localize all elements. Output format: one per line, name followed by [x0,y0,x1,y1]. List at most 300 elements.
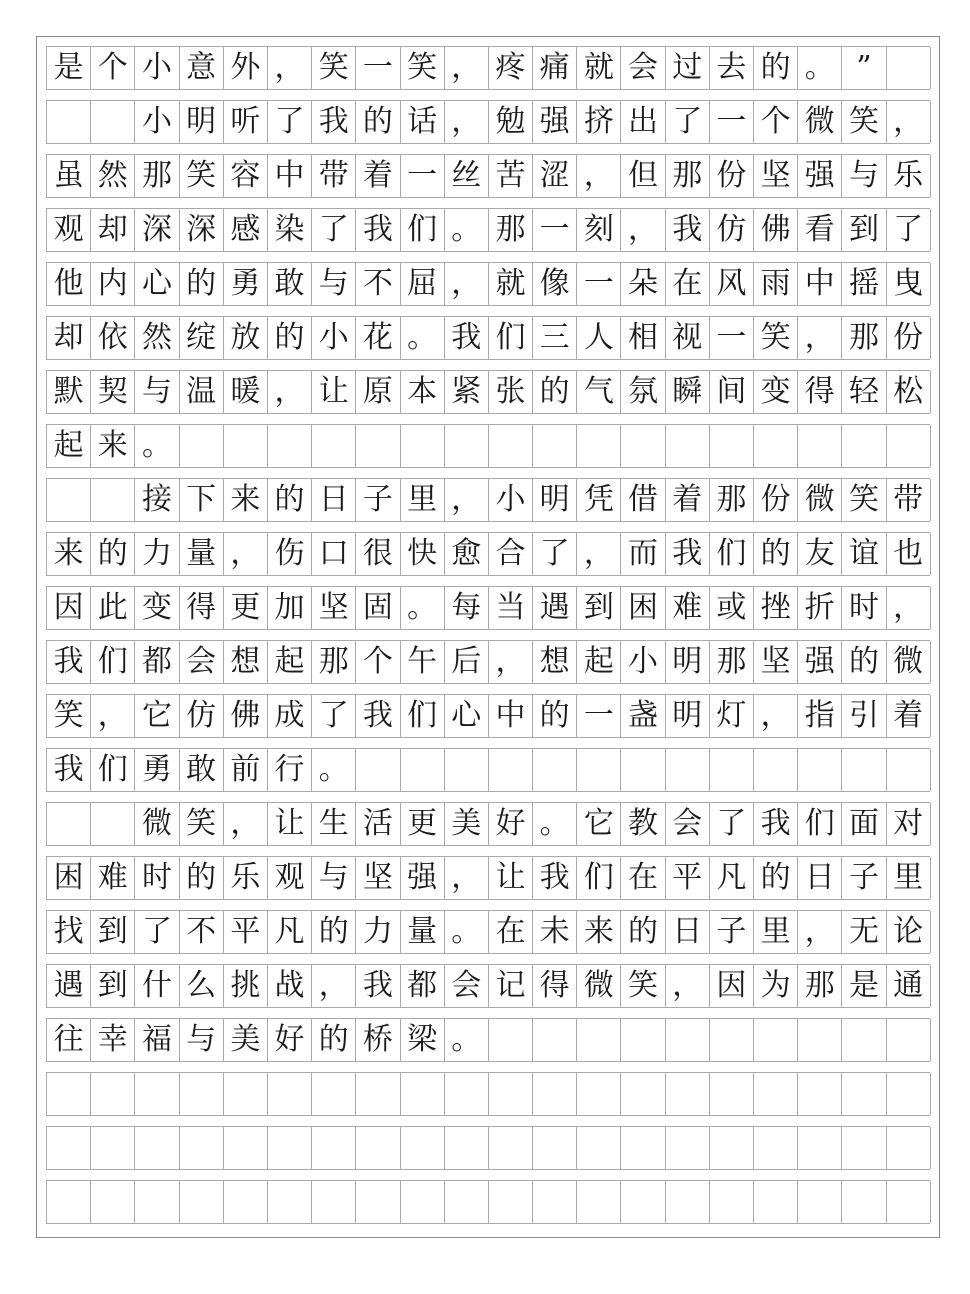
grid-cell: ， [445,857,489,899]
grid-cell: 。 [798,47,842,89]
grid-cell [445,1073,489,1115]
grid-cell: ， [445,101,489,143]
grid-cell: 来 [577,911,621,953]
grid-cell [710,749,754,791]
grid-cell [577,1073,621,1115]
grid-cell: 都 [401,965,445,1007]
grid-cell: 到 [577,587,621,629]
grid-cell: 未 [533,911,577,953]
grid-cell: 了 [666,101,710,143]
grid-cell [533,1127,577,1169]
grid-cell: 的 [180,263,224,305]
grid-cell: 后 [445,641,489,683]
grid-cell: 一 [577,695,621,737]
grid-cell: 到 [91,965,135,1007]
grid-cell: 了 [710,803,754,845]
grid-cell: 与 [312,857,356,899]
grid-cell: 的 [268,479,312,521]
grid-cell: 勇 [224,263,268,305]
grid-row [46,46,930,90]
grid-cell: 明 [533,479,577,521]
grid-cell [91,479,135,521]
grid-cell: 雨 [754,263,798,305]
grid-cell: 坚 [312,587,356,629]
grid-cell: 了 [312,695,356,737]
grid-cell: 们 [91,749,135,791]
grid-cell: 在 [666,263,710,305]
grid-cell: 挤 [577,101,621,143]
grid-cell [798,1073,842,1115]
grid-cell: ， [577,533,621,575]
grid-cell: 小 [135,47,179,89]
grid-cell: 染 [268,209,312,251]
grid-cell: 与 [180,1019,224,1061]
grid-cell [710,1073,754,1115]
grid-cell: 它 [577,803,621,845]
grid-cell [489,1181,533,1223]
grid-cell: 三 [533,317,577,359]
grid-cell [621,1073,665,1115]
grid-cell: 绽 [180,317,224,359]
grid-cell: 一 [710,317,754,359]
grid-cell: 意 [180,47,224,89]
grid-cell [91,1073,135,1115]
grid-cell: 个 [754,101,798,143]
grid-cell: 们 [489,317,533,359]
grid-cell: 也 [887,533,931,575]
grid-cell: 起 [268,641,312,683]
grid-cell: 我 [445,317,489,359]
grid-cell: 那 [710,641,754,683]
grid-cell: 为 [754,965,798,1007]
grid-cell: 的 [621,911,665,953]
grid-cell: 变 [135,587,179,629]
grid-cell: 力 [356,911,400,953]
grid-cell: 。 [445,1019,489,1061]
grid-cell: 过 [666,47,710,89]
grid-cell: ， [887,587,931,629]
grid-cell: 笑 [842,479,886,521]
grid-cell: 里 [887,857,931,899]
grid-cell: 暖 [224,371,268,413]
grid-cell: 敢 [180,749,224,791]
grid-cell: 微 [887,641,931,683]
grid-cell: 的 [754,47,798,89]
grid-cell: 合 [489,533,533,575]
grid-cell [666,749,710,791]
grid-cell: 的 [268,317,312,359]
grid-cell [268,425,312,467]
grid-cell [754,1019,798,1061]
grid-cell [445,749,489,791]
grid-cell: 来 [91,425,135,467]
grid-cell: 轻 [842,371,886,413]
grid-cell [401,425,445,467]
grid-cell: 痛 [533,47,577,89]
grid-cell: 曳 [887,263,931,305]
grid-cell [798,425,842,467]
grid-cell: 话 [401,101,445,143]
grid-cell: 教 [621,803,665,845]
grid-cell: 面 [842,803,886,845]
grid-cell [754,1127,798,1169]
grid-cell: 疼 [489,47,533,89]
grid-cell: 梁 [401,1019,445,1061]
grid-cell: 量 [401,911,445,953]
grid-cell [91,803,135,845]
grid-cell: 午 [401,641,445,683]
grid-row [46,478,930,522]
grid-cell [666,1073,710,1115]
grid-cell: 。 [445,911,489,953]
grid-cell: 带 [312,155,356,197]
grid-cell: 强 [533,101,577,143]
grid-cell [666,1181,710,1223]
grid-cell [887,1181,931,1223]
grid-cell [754,425,798,467]
grid-cell: 的 [754,533,798,575]
grid-cell: 的 [180,857,224,899]
grid-cell: 平 [224,911,268,953]
grid-cell: 来 [47,533,91,575]
grid-row [46,694,930,738]
grid-cell: 下 [180,479,224,521]
grid-cell: 凭 [577,479,621,521]
grid-cell: 小 [312,317,356,359]
grid-cell: 起 [47,425,91,467]
grid-cell [533,425,577,467]
grid-cell: 此 [91,587,135,629]
grid-cell: 他 [47,263,91,305]
grid-cell [887,425,931,467]
grid-cell: 会 [666,803,710,845]
grid-cell: ， [489,641,533,683]
grid-cell [842,425,886,467]
grid-cell: 却 [91,209,135,251]
grid-cell [577,1181,621,1223]
grid-cell [577,425,621,467]
grid-cell: 虽 [47,155,91,197]
grid-row [46,316,930,360]
grid-cell: 敢 [268,263,312,305]
grid-cell: 折 [798,587,842,629]
grid-cell: 日 [798,857,842,899]
grid-cell: ， [224,803,268,845]
grid-cell: 原 [356,371,400,413]
grid-cell: ， [445,263,489,305]
grid-row [46,748,930,792]
grid-cell: 去 [710,47,754,89]
grid-cell: 那 [135,155,179,197]
grid-cell [47,803,91,845]
grid-cell: 心 [135,263,179,305]
grid-paper [46,46,930,1234]
grid-cell: 涩 [533,155,577,197]
grid-cell: 指 [798,695,842,737]
grid-cell [356,1127,400,1169]
grid-cell [268,1073,312,1115]
grid-cell: 摇 [842,263,886,305]
grid-cell: ， [798,317,842,359]
grid-cell [621,1181,665,1223]
grid-cell: 美 [445,803,489,845]
grid-cell: 坚 [754,641,798,683]
grid-cell: 着 [666,479,710,521]
grid-cell: 成 [268,695,312,737]
grid-cell: 。 [401,317,445,359]
grid-cell: 们 [577,857,621,899]
grid-cell: 们 [798,803,842,845]
grid-cell: 明 [180,101,224,143]
grid-cell: 一 [577,263,621,305]
grid-cell: 着 [887,695,931,737]
grid-cell: 会 [621,47,665,89]
grid-cell: 子 [710,911,754,953]
grid-cell [180,1181,224,1223]
grid-cell: 的 [842,641,886,683]
grid-cell: 中 [798,263,842,305]
grid-cell: 口 [312,533,356,575]
grid-cell: 花 [356,317,400,359]
grid-cell: 相 [621,317,665,359]
grid-cell [401,1073,445,1115]
grid-cell: 日 [312,479,356,521]
grid-cell: 明 [666,641,710,683]
grid-cell: ， [224,533,268,575]
grid-cell: 一 [533,209,577,251]
grid-cell [47,1073,91,1115]
grid-cell: 风 [710,263,754,305]
grid-cell: 感 [224,209,268,251]
grid-cell: 论 [887,911,931,953]
grid-cell: 到 [91,911,135,953]
grid-cell: 让 [312,371,356,413]
grid-cell: 放 [224,317,268,359]
grid-cell: 然 [135,317,179,359]
grid-cell: 我 [312,101,356,143]
grid-row [46,370,930,414]
grid-cell: 勉 [489,101,533,143]
grid-cell: 中 [268,155,312,197]
grid-cell: 时 [135,857,179,899]
grid-cell: 变 [754,371,798,413]
grid-cell: 那 [666,155,710,197]
grid-row [46,1072,930,1116]
grid-cell [135,1127,179,1169]
grid-cell [445,1127,489,1169]
grid-cell [754,1181,798,1223]
grid-cell: 很 [356,533,400,575]
grid-cell [798,1127,842,1169]
grid-row [46,1180,930,1224]
grid-cell: 盏 [621,695,665,737]
grid-cell: 与 [135,371,179,413]
grid-cell: 战 [268,965,312,1007]
grid-cell [710,1127,754,1169]
grid-cell: 一 [401,155,445,197]
grid-cell: 找 [47,911,91,953]
grid-cell: 笑 [754,317,798,359]
grid-cell: 微 [135,803,179,845]
grid-cell: 谊 [842,533,886,575]
grid-cell [356,425,400,467]
grid-cell: ， [798,911,842,953]
grid-cell [577,1127,621,1169]
grid-cell: 固 [356,587,400,629]
grid-cell: 松 [887,371,931,413]
grid-cell: 的 [312,1019,356,1061]
grid-row [46,802,930,846]
grid-cell [180,1127,224,1169]
grid-cell: 愈 [445,533,489,575]
grid-cell: 着 [356,155,400,197]
grid-cell: 佛 [754,209,798,251]
grid-cell: 小 [135,101,179,143]
grid-cell: 笑 [842,101,886,143]
grid-cell: 了 [268,101,312,143]
grid-row [46,262,930,306]
grid-row [46,1126,930,1170]
grid-cell: 笑 [47,695,91,737]
grid-cell: 力 [135,533,179,575]
grid-cell: 会 [445,965,489,1007]
grid-cell: 坚 [754,155,798,197]
grid-cell: 就 [577,47,621,89]
grid-cell: 像 [533,263,577,305]
grid-cell: 们 [710,533,754,575]
grid-cell: 出 [621,101,665,143]
grid-cell [754,749,798,791]
grid-cell: 小 [621,641,665,683]
grid-cell [887,1019,931,1061]
grid-cell [312,1073,356,1115]
grid-cell: 气 [577,371,621,413]
grid-cell: 本 [401,371,445,413]
grid-cell: 微 [577,965,621,1007]
grid-cell: 却 [47,317,91,359]
grid-cell: 无 [842,911,886,953]
grid-cell: 什 [135,965,179,1007]
grid-cell [489,1019,533,1061]
grid-cell [180,1073,224,1115]
grid-cell: 们 [91,641,135,683]
grid-cell [401,1127,445,1169]
grid-cell: 紧 [445,371,489,413]
grid-cell: 们 [401,695,445,737]
grid-cell: 的 [533,371,577,413]
grid-cell: 默 [47,371,91,413]
grid-cell: 朵 [621,263,665,305]
grid-cell [842,1127,886,1169]
grid-cell [445,425,489,467]
grid-cell: 与 [842,155,886,197]
grid-cell: 活 [356,803,400,845]
grid-cell [533,1073,577,1115]
grid-cell: 我 [47,749,91,791]
grid-cell: 我 [666,533,710,575]
grid-cell: 快 [401,533,445,575]
grid-cell: 微 [798,479,842,521]
grid-cell: 让 [268,803,312,845]
grid-cell: 遇 [533,587,577,629]
grid-cell [489,749,533,791]
grid-cell: 深 [135,209,179,251]
grid-cell: 的 [91,533,135,575]
grid-cell: 是 [47,47,91,89]
grid-cell: 时 [842,587,886,629]
grid-row [46,1018,930,1062]
grid-cell [842,1181,886,1223]
grid-cell: 我 [356,965,400,1007]
grid-cell: 好 [268,1019,312,1061]
grid-cell: ， [887,101,931,143]
grid-cell: 桥 [356,1019,400,1061]
grid-cell: ， [445,479,489,521]
grid-cell: 里 [401,479,445,521]
grid-cell: 友 [798,533,842,575]
grid-cell [754,1073,798,1115]
grid-cell: 中 [489,695,533,737]
grid-cell: 笑 [401,47,445,89]
grid-cell [621,425,665,467]
grid-cell: 个 [91,47,135,89]
grid-cell: 间 [710,371,754,413]
grid-cell: 好 [489,803,533,845]
grid-cell [47,1127,91,1169]
grid-cell: 与 [312,263,356,305]
grid-cell: 在 [621,857,665,899]
grid-cell [710,1181,754,1223]
grid-cell [312,1127,356,1169]
grid-cell [798,749,842,791]
grid-cell: 那 [710,479,754,521]
grid-cell: 份 [710,155,754,197]
grid-cell: 。 [312,749,356,791]
grid-cell: 人 [577,317,621,359]
grid-cell: 得 [180,587,224,629]
grid-cell: 视 [666,317,710,359]
grid-cell: 们 [401,209,445,251]
grid-cell [666,1127,710,1169]
grid-cell [312,1181,356,1223]
grid-cell [887,1127,931,1169]
grid-cell: 得 [533,965,577,1007]
grid-cell: 了 [135,911,179,953]
grid-cell: 困 [621,587,665,629]
grid-cell: 我 [533,857,577,899]
grid-cell [356,1181,400,1223]
grid-cell: 一 [710,101,754,143]
grid-cell [135,1073,179,1115]
grid-cell [489,1073,533,1115]
grid-cell: 让 [489,857,533,899]
grid-row [46,910,930,954]
grid-row [46,208,930,252]
grid-cell [887,47,931,89]
grid-cell: 丝 [445,155,489,197]
grid-cell [91,1181,135,1223]
grid-cell: 不 [356,263,400,305]
grid-cell: 挫 [754,587,798,629]
grid-cell: 佛 [224,695,268,737]
grid-row [46,640,930,684]
grid-cell: 观 [268,857,312,899]
grid-cell: ， [445,47,489,89]
grid-cell: 里 [754,911,798,953]
grid-cell [47,1181,91,1223]
grid-cell: 福 [135,1019,179,1061]
grid-cell [224,1181,268,1223]
